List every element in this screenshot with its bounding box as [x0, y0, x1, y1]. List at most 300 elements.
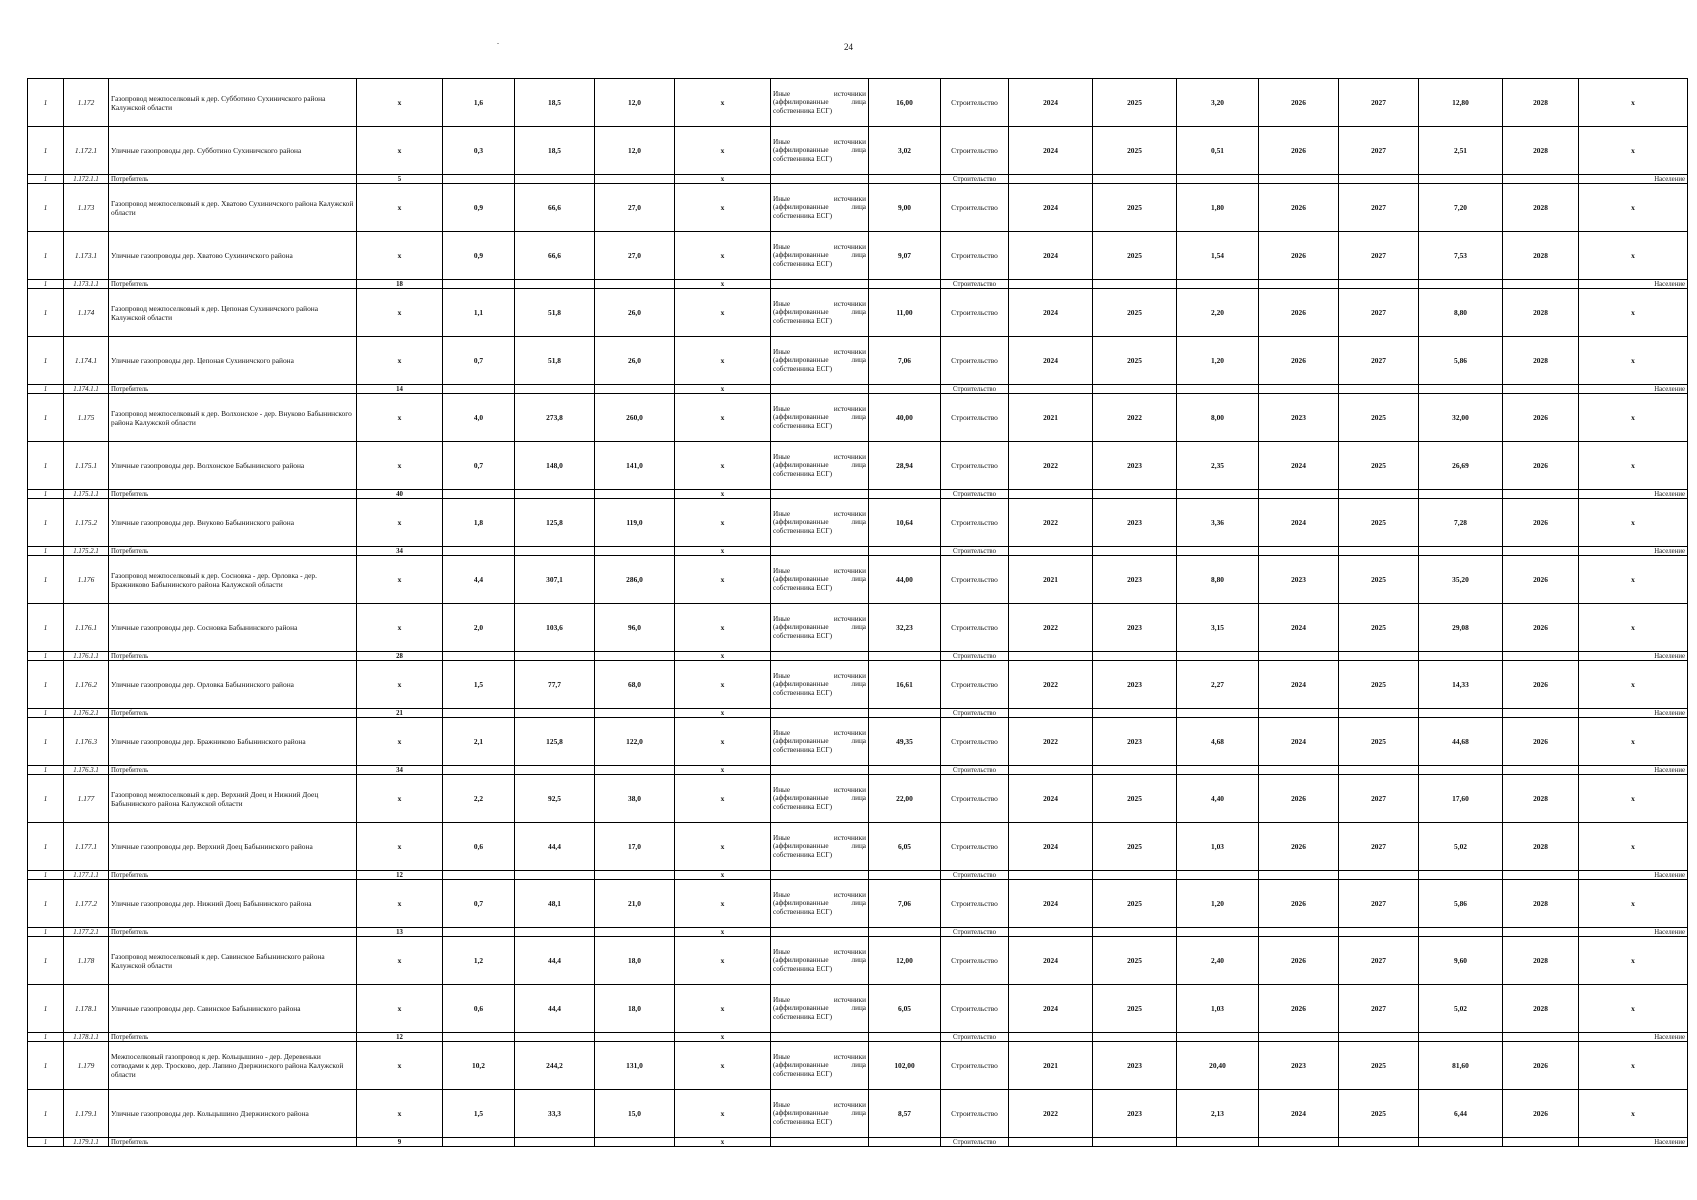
cell-diameter-b: 38,0	[595, 775, 675, 823]
cell-end-year: 2025	[1093, 985, 1177, 1033]
cell-funding-source	[771, 280, 869, 289]
cell-funding-source	[771, 766, 869, 775]
consumer-row	[28, 175, 1688, 184]
cell-end-year: 2025	[1093, 337, 1177, 385]
cell-end-year	[1093, 709, 1177, 718]
cell-year-2	[1259, 280, 1339, 289]
cell-diameter-b	[595, 175, 675, 184]
consumer-row	[28, 652, 1688, 661]
cell-end-year	[1093, 928, 1177, 937]
cell-work-type: Строительство	[941, 280, 1009, 289]
cell-year-3: 2027	[1339, 775, 1419, 823]
cell-year-3	[1339, 490, 1419, 499]
cell-length: 4,4	[443, 556, 515, 604]
cell-level: 1	[28, 985, 64, 1033]
cell-funding-source	[771, 490, 869, 499]
cell-level: 1	[28, 337, 64, 385]
cell-cost-period-1	[1177, 1033, 1259, 1042]
cell-start-year	[1009, 709, 1093, 718]
cell-length	[443, 175, 515, 184]
consumer-row	[28, 385, 1688, 394]
cell-length	[443, 547, 515, 556]
cell-diameter-b	[595, 547, 675, 556]
cell-object-name: Уличные газопроводы дер. Бражниково Бабынинского района	[109, 718, 357, 766]
cell-work-type: Строительство	[941, 394, 1009, 442]
cell-work-type: Строительство	[941, 775, 1009, 823]
cell-work-type: Строительство	[941, 556, 1009, 604]
cell-year-2: 2026	[1259, 232, 1339, 280]
cell-length	[443, 1138, 515, 1147]
cell-cost-period-1: 1,03	[1177, 823, 1259, 871]
cell-object-name: Газопровод межпоселковый к дер. Хватово Сухиничского района Калужской области	[109, 184, 357, 232]
cell-start-year	[1009, 490, 1093, 499]
cell-end-year	[1093, 1138, 1177, 1147]
table-row	[28, 289, 1688, 337]
cell-code: 1.175	[64, 394, 109, 442]
cell-cost-period-1: 1,54	[1177, 232, 1259, 280]
cell-funding-source	[771, 1033, 869, 1042]
cell-category: x	[1579, 775, 1688, 823]
cell-funding-source: Иные источники (аффилированные лица собственника ЕСГ)	[771, 184, 869, 232]
cell-start-year: 2024	[1009, 880, 1093, 928]
cell-length: 0,9	[443, 232, 515, 280]
cell-cost	[869, 709, 941, 718]
cell-cost-period-2	[1419, 280, 1503, 289]
cell-work-type: Строительство	[941, 337, 1009, 385]
cell-length: 0,9	[443, 184, 515, 232]
cell-category: x	[1579, 661, 1688, 709]
cell-cost-period-1: 8,80	[1177, 556, 1259, 604]
cell-length: 2,0	[443, 604, 515, 652]
cell-code: 1.172.1	[64, 127, 109, 175]
cell-x-mark: x	[675, 1138, 771, 1147]
cell-cost	[869, 490, 941, 499]
cell-cost-period-1	[1177, 1138, 1259, 1147]
cell-end-year: 2023	[1093, 604, 1177, 652]
cell-diameter-b	[595, 385, 675, 394]
cell-code: 1.174.1.1	[64, 385, 109, 394]
cell-year-2	[1259, 928, 1339, 937]
cell-cost: 40,00	[869, 394, 941, 442]
cell-cost-period-2	[1419, 1138, 1503, 1147]
cell-x-mark: x	[675, 385, 771, 394]
cell-cost	[869, 385, 941, 394]
scan-dot: .	[497, 37, 499, 46]
cell-start-year: 2024	[1009, 232, 1093, 280]
cell-year-2: 2024	[1259, 442, 1339, 490]
cell-cost: 11,00	[869, 289, 941, 337]
cell-year-2	[1259, 871, 1339, 880]
cell-qty: 13	[357, 928, 443, 937]
cell-cost-period-1: 1,20	[1177, 337, 1259, 385]
cell-x-mark: x	[675, 127, 771, 175]
cell-object-name: Уличные газопроводы дер. Нижний Доец Бабынинского района	[109, 880, 357, 928]
cell-year-2	[1259, 652, 1339, 661]
cell-funding-source: Иные источники (аффилированные лица собственника ЕСГ)	[771, 232, 869, 280]
cell-year-4: 2026	[1503, 556, 1579, 604]
cell-year-3: 2025	[1339, 442, 1419, 490]
cell-funding-source: Иные источники (аффилированные лица собственника ЕСГ)	[771, 556, 869, 604]
cell-level: 1	[28, 232, 64, 280]
table-row	[28, 1042, 1688, 1090]
cell-x-mark: x	[675, 184, 771, 232]
cell-year-4: 2028	[1503, 775, 1579, 823]
cell-start-year: 2024	[1009, 289, 1093, 337]
cell-code: 1.174	[64, 289, 109, 337]
cell-x-mark: x	[675, 1090, 771, 1138]
cell-work-type: Строительство	[941, 385, 1009, 394]
cell-year-3	[1339, 709, 1419, 718]
cell-x-mark: x	[675, 937, 771, 985]
cell-qty: x	[357, 985, 443, 1033]
cell-x-mark: x	[675, 280, 771, 289]
cell-cost-period-2: 7,20	[1419, 184, 1503, 232]
cell-end-year: 2023	[1093, 1090, 1177, 1138]
cell-object-name: Потребитель	[109, 547, 357, 556]
cell-year-2: 2026	[1259, 79, 1339, 127]
cell-year-4: 2026	[1503, 1042, 1579, 1090]
cell-code: 1.177.1.1	[64, 871, 109, 880]
cell-end-year: 2025	[1093, 184, 1177, 232]
cell-end-year	[1093, 766, 1177, 775]
cell-work-type: Строительство	[941, 661, 1009, 709]
cell-end-year: 2025	[1093, 880, 1177, 928]
cell-work-type: Строительство	[941, 490, 1009, 499]
cell-diameter-a	[515, 280, 595, 289]
cell-year-2: 2024	[1259, 499, 1339, 547]
cell-cost-period-2	[1419, 709, 1503, 718]
table-row	[28, 604, 1688, 652]
cell-qty: x	[357, 127, 443, 175]
cell-cost-period-2: 81,60	[1419, 1042, 1503, 1090]
cell-x-mark: x	[675, 232, 771, 280]
cell-diameter-b: 27,0	[595, 232, 675, 280]
cell-diameter-a: 44,4	[515, 937, 595, 985]
cell-year-4: 2028	[1503, 337, 1579, 385]
cell-diameter-b: 12,0	[595, 127, 675, 175]
cell-year-2: 2023	[1259, 1042, 1339, 1090]
cell-length: 0,7	[443, 880, 515, 928]
cell-year-2: 2024	[1259, 718, 1339, 766]
table-row	[28, 880, 1688, 928]
cell-x-mark: x	[675, 337, 771, 385]
cell-object-name: Потребитель	[109, 652, 357, 661]
cell-diameter-b	[595, 280, 675, 289]
cell-x-mark: x	[675, 79, 771, 127]
cell-qty: 9	[357, 1138, 443, 1147]
cell-funding-source: Иные источники (аффилированные лица собственника ЕСГ)	[771, 661, 869, 709]
cell-start-year: 2024	[1009, 79, 1093, 127]
cell-code: 1.179	[64, 1042, 109, 1090]
cell-work-type: Строительство	[941, 289, 1009, 337]
cell-funding-source: Иные источники (аффилированные лица собственника ЕСГ)	[771, 604, 869, 652]
cell-diameter-a	[515, 871, 595, 880]
cell-code: 1.179.1.1	[64, 1138, 109, 1147]
cell-funding-source	[771, 871, 869, 880]
cell-category: x	[1579, 937, 1688, 985]
cell-cost-period-1: 1,03	[1177, 985, 1259, 1033]
cell-level: 1	[28, 718, 64, 766]
cell-code: 1.177.1	[64, 823, 109, 871]
cell-cost-period-2: 7,53	[1419, 232, 1503, 280]
cell-diameter-b: 21,0	[595, 880, 675, 928]
cell-category: x	[1579, 604, 1688, 652]
cell-diameter-b	[595, 490, 675, 499]
cell-start-year: 2024	[1009, 985, 1093, 1033]
cell-diameter-b	[595, 709, 675, 718]
cell-length: 4,0	[443, 394, 515, 442]
cell-year-2: 2026	[1259, 127, 1339, 175]
cell-object-name: Газопровод межпоселковый к дер. Волхонское - дер. Внуково Бабынинского района Калужской области	[109, 394, 357, 442]
cell-cost-period-1: 1,80	[1177, 184, 1259, 232]
table-row	[28, 718, 1688, 766]
cell-object-name: Уличные газопроводы дер. Субботино Сухиничского района	[109, 127, 357, 175]
cell-diameter-b: 26,0	[595, 289, 675, 337]
cell-end-year	[1093, 280, 1177, 289]
cell-code: 1.177	[64, 775, 109, 823]
cell-diameter-a	[515, 1138, 595, 1147]
cell-level: 1	[28, 1033, 64, 1042]
cell-year-3: 2027	[1339, 337, 1419, 385]
cell-cost-period-1	[1177, 652, 1259, 661]
cell-end-year: 2025	[1093, 127, 1177, 175]
cell-year-3	[1339, 280, 1419, 289]
cell-code: 1.177.2	[64, 880, 109, 928]
cell-cost-period-2	[1419, 490, 1503, 499]
cell-work-type: Строительство	[941, 652, 1009, 661]
page-number: 24	[844, 42, 853, 52]
cell-category: Население	[1579, 490, 1688, 499]
table-row	[28, 823, 1688, 871]
table-row	[28, 442, 1688, 490]
cell-object-name: Газопровод межпоселковый к дер. Цепоная Сухиничского района Калужской области	[109, 289, 357, 337]
cell-year-4: 2028	[1503, 79, 1579, 127]
cell-category: Население	[1579, 652, 1688, 661]
cell-end-year	[1093, 490, 1177, 499]
cell-category: x	[1579, 1042, 1688, 1090]
cell-cost-period-1	[1177, 490, 1259, 499]
cell-object-name: Потребитель	[109, 280, 357, 289]
cell-qty: x	[357, 661, 443, 709]
cell-category: Население	[1579, 547, 1688, 556]
cell-level: 1	[28, 661, 64, 709]
cell-x-mark: x	[675, 928, 771, 937]
cell-year-3: 2027	[1339, 937, 1419, 985]
cell-end-year: 2023	[1093, 442, 1177, 490]
cell-diameter-b	[595, 928, 675, 937]
cell-year-3: 2027	[1339, 127, 1419, 175]
cell-end-year	[1093, 385, 1177, 394]
cell-diameter-b: 131,0	[595, 1042, 675, 1090]
cell-qty: x	[357, 394, 443, 442]
cell-diameter-a	[515, 766, 595, 775]
cell-diameter-a: 77,7	[515, 661, 595, 709]
cell-diameter-a: 51,8	[515, 337, 595, 385]
cell-funding-source: Иные источники (аффилированные лица собственника ЕСГ)	[771, 499, 869, 547]
cell-cost-period-2: 32,00	[1419, 394, 1503, 442]
cell-cost: 3,02	[869, 127, 941, 175]
cell-start-year: 2024	[1009, 184, 1093, 232]
cell-cost	[869, 871, 941, 880]
cell-year-4	[1503, 652, 1579, 661]
cell-cost-period-2: 9,60	[1419, 937, 1503, 985]
cell-category: Население	[1579, 280, 1688, 289]
cell-cost: 16,00	[869, 79, 941, 127]
cell-diameter-b: 122,0	[595, 718, 675, 766]
cell-object-name: Газопровод межпоселковый к дер. Верхний Доец и Нижний Доец Бабынинского района Калужской области	[109, 775, 357, 823]
cell-diameter-b: 260,0	[595, 394, 675, 442]
cell-object-name: Уличные газопроводы дер. Орловка Бабынинского района	[109, 661, 357, 709]
cell-work-type: Строительство	[941, 1042, 1009, 1090]
cell-work-type: Строительство	[941, 1090, 1009, 1138]
cell-diameter-a: 18,5	[515, 79, 595, 127]
cell-year-2: 2026	[1259, 937, 1339, 985]
cell-code: 1.174.1	[64, 337, 109, 385]
cell-cost-period-1: 3,36	[1177, 499, 1259, 547]
cell-year-3	[1339, 766, 1419, 775]
cell-cost-period-1: 4,40	[1177, 775, 1259, 823]
cell-year-2: 2026	[1259, 985, 1339, 1033]
cell-level: 1	[28, 442, 64, 490]
cell-code: 1.176.2	[64, 661, 109, 709]
cell-year-2: 2023	[1259, 556, 1339, 604]
cell-diameter-a	[515, 709, 595, 718]
cell-cost-period-2	[1419, 928, 1503, 937]
cell-year-4: 2026	[1503, 442, 1579, 490]
cell-object-name: Газопровод межпоселковый к дер. Сосновка - дер. Орловка - дер. Бражниково Бабынинского района Калужской области	[109, 556, 357, 604]
cell-level: 1	[28, 709, 64, 718]
cell-code: 1.173	[64, 184, 109, 232]
cell-start-year	[1009, 280, 1093, 289]
cell-object-name: Уличные газопроводы дер. Верхний Доец Бабынинского района	[109, 823, 357, 871]
cell-cost: 44,00	[869, 556, 941, 604]
cell-qty: 40	[357, 490, 443, 499]
cell-start-year	[1009, 766, 1093, 775]
cell-cost-period-2: 44,68	[1419, 718, 1503, 766]
cell-code: 1.175.2	[64, 499, 109, 547]
cell-qty: x	[357, 442, 443, 490]
cell-length	[443, 652, 515, 661]
cell-qty: x	[357, 337, 443, 385]
cell-level: 1	[28, 280, 64, 289]
cell-start-year	[1009, 652, 1093, 661]
cell-level: 1	[28, 499, 64, 547]
consumer-row	[28, 871, 1688, 880]
cell-category: x	[1579, 556, 1688, 604]
cell-x-mark: x	[675, 661, 771, 709]
cell-year-3: 2027	[1339, 79, 1419, 127]
cell-diameter-b: 141,0	[595, 442, 675, 490]
cell-cost	[869, 766, 941, 775]
cell-year-4	[1503, 928, 1579, 937]
cell-diameter-b: 15,0	[595, 1090, 675, 1138]
cell-x-mark: x	[675, 766, 771, 775]
cell-object-name: Потребитель	[109, 766, 357, 775]
cell-diameter-b: 119,0	[595, 499, 675, 547]
cell-year-3	[1339, 547, 1419, 556]
cell-level: 1	[28, 823, 64, 871]
cell-cost: 9,07	[869, 232, 941, 280]
cell-funding-source: Иные источники (аффилированные лица собственника ЕСГ)	[771, 937, 869, 985]
cell-category: x	[1579, 337, 1688, 385]
cell-level: 1	[28, 490, 64, 499]
cell-start-year	[1009, 547, 1093, 556]
cell-code: 1.176.1	[64, 604, 109, 652]
cell-start-year: 2024	[1009, 337, 1093, 385]
cell-length	[443, 1033, 515, 1042]
table-row	[28, 337, 1688, 385]
cell-funding-source	[771, 652, 869, 661]
cell-cost	[869, 652, 941, 661]
cell-diameter-a: 18,5	[515, 127, 595, 175]
cell-diameter-b: 18,0	[595, 985, 675, 1033]
cell-year-3: 2025	[1339, 556, 1419, 604]
cell-code: 1.172	[64, 79, 109, 127]
cell-cost-period-1	[1177, 709, 1259, 718]
cell-year-3	[1339, 871, 1419, 880]
cell-funding-source	[771, 385, 869, 394]
cell-start-year: 2024	[1009, 775, 1093, 823]
cell-category: x	[1579, 289, 1688, 337]
cell-work-type: Строительство	[941, 823, 1009, 871]
cell-start-year: 2022	[1009, 718, 1093, 766]
cell-diameter-b	[595, 652, 675, 661]
cell-cost-period-2: 12,80	[1419, 79, 1503, 127]
cell-funding-source	[771, 1138, 869, 1147]
cell-diameter-b: 286,0	[595, 556, 675, 604]
cell-cost-period-1: 2,27	[1177, 661, 1259, 709]
cell-category: x	[1579, 880, 1688, 928]
cell-start-year	[1009, 928, 1093, 937]
cell-cost-period-1: 0,51	[1177, 127, 1259, 175]
cell-object-name: Уличные газопроводы дер. Внуково Бабынинского района	[109, 499, 357, 547]
cell-level: 1	[28, 871, 64, 880]
cell-year-2: 2026	[1259, 184, 1339, 232]
cell-year-3	[1339, 385, 1419, 394]
cell-qty: x	[357, 499, 443, 547]
cell-object-name: Потребитель	[109, 1033, 357, 1042]
cell-level: 1	[28, 652, 64, 661]
cell-year-4	[1503, 385, 1579, 394]
cell-start-year: 2022	[1009, 1090, 1093, 1138]
cell-level: 1	[28, 184, 64, 232]
cell-qty: x	[357, 1090, 443, 1138]
cell-object-name: Уличные газопроводы дер. Волхонское Бабынинского района	[109, 442, 357, 490]
cell-cost-period-1	[1177, 280, 1259, 289]
cell-diameter-a: 273,8	[515, 394, 595, 442]
cell-length	[443, 928, 515, 937]
cell-year-2: 2023	[1259, 394, 1339, 442]
cell-qty: 18	[357, 280, 443, 289]
cell-funding-source: Иные источники (аффилированные лица собственника ЕСГ)	[771, 394, 869, 442]
cell-x-mark: x	[675, 871, 771, 880]
cell-x-mark: x	[675, 289, 771, 337]
cell-qty: 12	[357, 1033, 443, 1042]
table-row	[28, 775, 1688, 823]
cell-category: Население	[1579, 1033, 1688, 1042]
cell-category: Население	[1579, 385, 1688, 394]
cell-object-name: Газопровод межпоселковый к дер. Савинское Бабынинского района Калужской области	[109, 937, 357, 985]
cell-level: 1	[28, 775, 64, 823]
cell-length: 2,1	[443, 718, 515, 766]
cell-start-year	[1009, 385, 1093, 394]
cell-year-2: 2026	[1259, 775, 1339, 823]
table-row	[28, 1090, 1688, 1138]
cell-start-year: 2024	[1009, 937, 1093, 985]
cell-funding-source	[771, 709, 869, 718]
consumer-row	[28, 766, 1688, 775]
cell-length: 1,5	[443, 661, 515, 709]
